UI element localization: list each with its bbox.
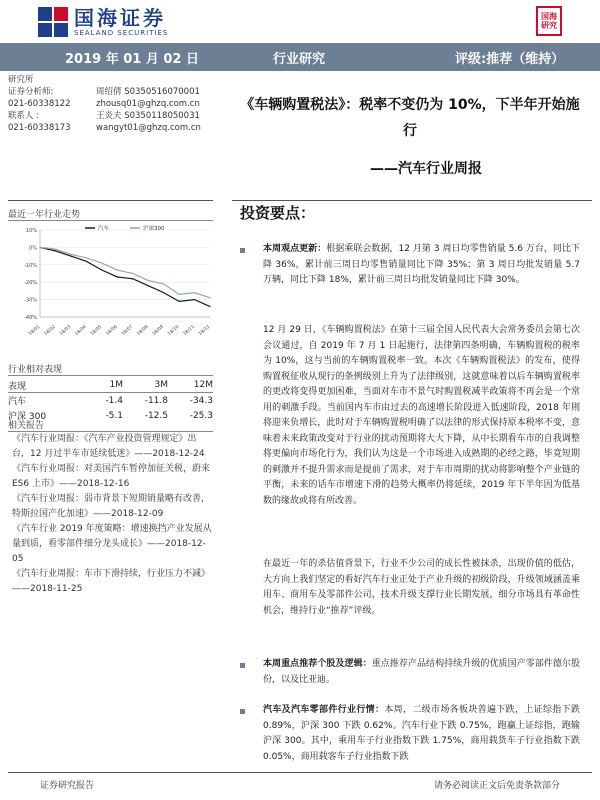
data-point	[194, 292, 195, 293]
report-type: 行业研究	[273, 51, 326, 67]
data-point	[209, 306, 210, 307]
x-tick-label: 18/03	[59, 324, 73, 337]
logo-chinese-name: 国海证券	[74, 6, 166, 30]
performance-label: 行业相对表现	[8, 365, 63, 375]
seal-stamp	[536, 6, 562, 36]
data-point	[101, 269, 102, 270]
table-row: 沪深 300 -5.1 -12.5 -25.3	[8, 410, 213, 422]
data-point	[132, 273, 133, 274]
series-line-auto	[40, 247, 210, 306]
data-point	[55, 250, 56, 251]
logo-icon	[38, 7, 68, 37]
y-tick-label: -10%	[24, 262, 37, 269]
x-tick-label: 18/10	[167, 324, 181, 337]
investment-paragraph: 在最近一年的杀估值背景下，行业不少公司的成长性被抹杀，出现价值的低估，大方向上我们坚定的看好汽车行业正处于产业升级的初级阶段，升级领域涵盖乘用车、商用车及零部件公司，技术升级支撑行业长期发展，细分市场具有革命性机会，维持行业“推荐”评级。	[263, 559, 580, 616]
divider	[8, 220, 213, 221]
trend-label: 最近一年行业走势	[8, 210, 81, 220]
data-point	[86, 257, 87, 258]
y-tick-label: -20%	[24, 280, 37, 287]
data-point	[86, 261, 87, 262]
data-point	[163, 292, 164, 293]
x-tick-label: 18/04	[74, 324, 88, 337]
y-tick-label: -40%	[24, 315, 37, 321]
series-line-hs300	[40, 247, 210, 297]
analyst-row: 021-60338173 wangyt01@ghzq.com.cn	[8, 123, 201, 133]
analyst-row: 证券分析师: 周绍倩 S0350516070001	[8, 87, 200, 97]
related-reports	[12, 432, 212, 597]
data-point	[55, 249, 56, 250]
related-report-item[interactable]: 《汽车行业周报：对美国汽车暂停加征关税，蔚来 ES6 上市》——2018-12-16	[12, 464, 211, 489]
data-point	[70, 256, 71, 257]
data-point	[163, 283, 164, 284]
related-report-item[interactable]: 《汽车行业周报：弱市背景下短期销量略有改善，特斯拉国产化加速》——2018-12-09	[12, 494, 211, 519]
data-point	[148, 285, 149, 286]
y-tick-label: -30%	[24, 297, 37, 304]
investment-point: 汽车及汽车零部件行业行情：本周，二级市场各板块普遍下跌，上证综指下跌 0.89%，沪深 300 下跌 0.62%。汽车行业下跌 0.75%，跑赢上证综指，跑输沪深 300。其中，乘用车子行业指数下跌 1.75%，商用载货车子行业指数下跌 0.05%，商用载客车子行业指数下跌	[263, 705, 580, 762]
table-row: 汽车 -1.4 -11.8 -34.3	[8, 395, 213, 407]
data-point	[194, 299, 195, 300]
data-point	[70, 254, 71, 255]
data-point	[132, 278, 133, 279]
data-point	[101, 262, 102, 263]
data-point	[178, 294, 179, 295]
x-tick-label: 18/07	[120, 324, 135, 337]
investment-paragraph: 12 月 29 日，《车辆购置税法》在第十三届全国人民代表大会常务委员会第七次会议通过，自 2019 年 7 月 1 日起施行，法律第四条明确，车辆购置税的税率为 10%，这与当前的车辆购置税率一致。本次《车辆购置税法》的发布，使得购置税征收从现行的条例级别上升为了法律级别，这就意味着以后车辆购置税率的更改将变得更加困难，当面对车市不景气时购置税减半政策将不再会是一个常用的刺激手段。当前国内车市由过去的高速增长阶段进入低速阶段，2018 年則将迎来负增长，此时对于车辆购置税明确了以法律的形式保持原本税率不变，意味着未来政策改变对于行业的扰动预期将大大下降，从中长期看车市的自我调整将更偏向市场化行为，我们认为这是一个市场进入成熟期的必经之路，毕竟短期的刺激并不提升需求而是提前了需求，对于车市周期的扰动将影响整个产业链的平衡，未来的话车市增速下滑的趋势大概率仍将延续，2019 年下半年因为低基数的缘故或将有所改善。	[263, 325, 580, 506]
performance-table	[8, 378, 213, 423]
logo-english-name: SEALAND SECURITIES	[74, 29, 169, 37]
seal-text-2: 研究	[541, 21, 557, 30]
data-point	[148, 280, 149, 281]
divider	[8, 200, 213, 201]
table-header-row: 表现 1M 3M 12M	[8, 380, 213, 392]
x-tick-label: 18/08	[136, 324, 150, 337]
report-title: 《车辆购置税法》：税率不变仍为 10%，下半年开始施行	[240, 97, 580, 139]
legend-label: 汽车	[98, 226, 110, 232]
divider	[8, 772, 592, 773]
company-logo	[38, 4, 168, 40]
investment-heading: 投资要点：	[240, 204, 316, 222]
report-banner	[0, 43, 600, 71]
footer-left: 证券研究报告	[40, 781, 95, 791]
divider	[232, 200, 592, 201]
seal-text-1: 国海	[541, 12, 557, 21]
related-report-item[interactable]: 《汽车行业周报：《汽车产业投资管理规定》出台，12 月过半车市延续低迷》——2018-12-24	[12, 434, 205, 459]
data-point	[39, 247, 40, 248]
divider	[8, 375, 213, 376]
footer-right: 请务必阅读正文后免责条款部分	[433, 781, 560, 791]
x-tick-label: 18/06	[105, 324, 119, 337]
x-tick-label: 18/01	[28, 324, 42, 337]
x-tick-label: 18/05	[89, 324, 104, 337]
related-report-item[interactable]: 《汽车行业 2019 年度策略：增速换挡产业发展从量到质，看零部件细分龙头成长》——2018-12-05	[12, 524, 212, 564]
x-tick-label: 18/12	[198, 324, 212, 337]
data-point	[117, 269, 118, 270]
x-tick-label: 18/02	[43, 324, 57, 337]
investment-point: 本周重点推荐个股及逻辑：重点推荐产品结构持续升级的优质国产零部件德尔股份，以及比亚迪。	[263, 659, 580, 685]
analyst-row: 021-60338122 zhousq01@ghzq.com.cn	[8, 99, 200, 109]
x-tick-label: 18/09	[151, 324, 165, 337]
investment-point: 本周观点更新：根据乘联会数据，12 月第 3 周日均零售销量 5.6 万台，同比下降 36%，累计前三周日均零售销量同比下降 35%；第 3 周日均批发销量 5.7 万辆，同比下降 18%，累计前三周日均批发销量同比下降 30%。	[263, 244, 580, 285]
data-point	[178, 301, 179, 302]
trend-chart	[10, 222, 215, 342]
analyst-row: 联系人 : 王炎夫 S0350118050031	[8, 111, 200, 121]
report-subtitle: ——汽车行业周报	[370, 161, 482, 177]
analyst-info	[8, 74, 228, 134]
analyst-heading: 研究所	[8, 75, 34, 85]
data-point	[209, 297, 210, 298]
data-point	[117, 276, 118, 277]
related-label: 相关报告	[8, 421, 45, 431]
x-tick-label: 18/11	[182, 324, 196, 337]
report-date: 2019 年 01 月 02 日	[65, 51, 199, 67]
related-report-item[interactable]: 《汽车行业周报：车市下滑持续，行业压力不减》——2018-11-25	[12, 569, 211, 594]
y-tick-label: 10%	[25, 228, 37, 234]
legend-label: 沪深300	[143, 226, 165, 232]
report-rating: 评级:推荐（维持）	[455, 51, 565, 67]
y-tick-label: 0%	[29, 245, 37, 252]
